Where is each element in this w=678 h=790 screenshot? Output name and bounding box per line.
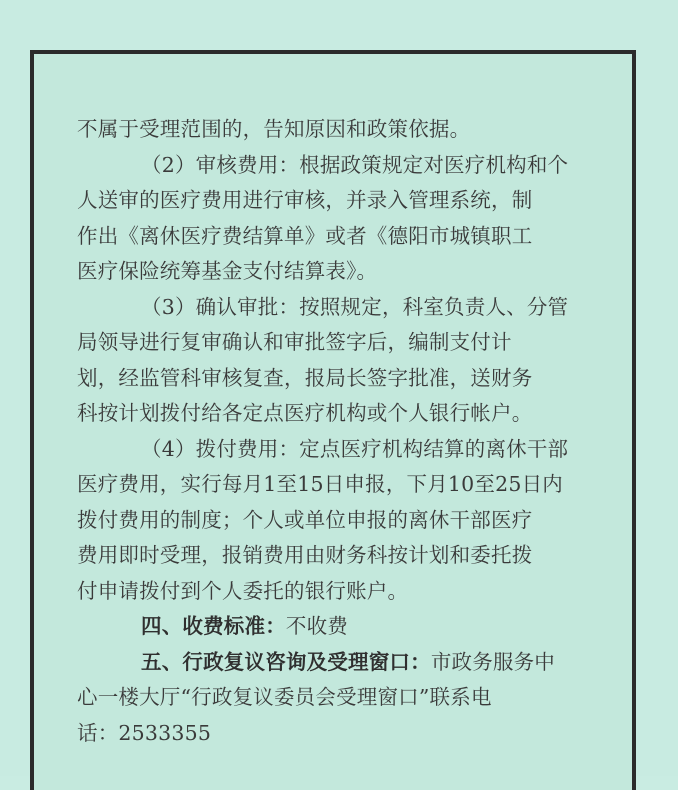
- text-line: [77, 148, 622, 184]
- text-line: 局领导进行复审确认和审批签字后，编制支付计: [77, 330, 512, 354]
- section-heading-review: [77, 645, 622, 681]
- section-text: 市政务服务中: [430, 649, 556, 674]
- text-line: 人送审的医疗费用进行审核，并录入管理系统，制: [77, 188, 533, 212]
- text-line: [77, 432, 622, 468]
- document-body: [77, 112, 622, 751]
- text-line: 费用即时受理，报销费用由财务科按计划和委托拨: [77, 543, 533, 567]
- text-line: 话：2533355: [77, 720, 212, 745]
- section-title: 四、收费标准：: [141, 614, 286, 638]
- text-line: 医疗保险统筹基金支付结算表》。: [77, 259, 378, 283]
- item-label: （3）确认审批：: [141, 294, 300, 319]
- text-line: 医疗费用，实行每月1至15日申报，下月10至25日内: [77, 472, 563, 496]
- text-line: 不属于受理范围的，告知原因和政策依据。: [77, 117, 471, 141]
- section-text: 不收费: [285, 614, 349, 638]
- section-heading-fee: [77, 609, 622, 645]
- item-text: 按照规定，科室负责人、分管: [299, 294, 569, 319]
- text-line: 付申请拨付到个人委托的银行账户。: [77, 578, 409, 603]
- item-label: （4）拨付费用：: [141, 436, 300, 461]
- item-text: 根据政策规定对医疗机构和个: [299, 152, 569, 177]
- text-line: 科按计划拨付给各定点医疗机构或个人银行帐户。: [77, 401, 533, 425]
- text-line: 作出《离休医疗费结算单》或者《德阳市城镇职工: [77, 223, 533, 248]
- text-line: 划，经监管科审核复查，报局长签字批准，送财务: [77, 365, 533, 390]
- item-label: （2）审核费用：: [141, 152, 300, 177]
- item-text: 定点医疗机构结算的离休干部: [299, 436, 569, 461]
- text-line: 心一楼大厅“行政复议委员会受理窗口”联系电: [77, 685, 492, 709]
- text-line: [77, 290, 622, 326]
- text-line: 拨付费用的制度；个人或单位申报的离休干部医疗: [77, 507, 533, 532]
- section-title: 五、行政复议咨询及受理窗口：: [141, 649, 431, 674]
